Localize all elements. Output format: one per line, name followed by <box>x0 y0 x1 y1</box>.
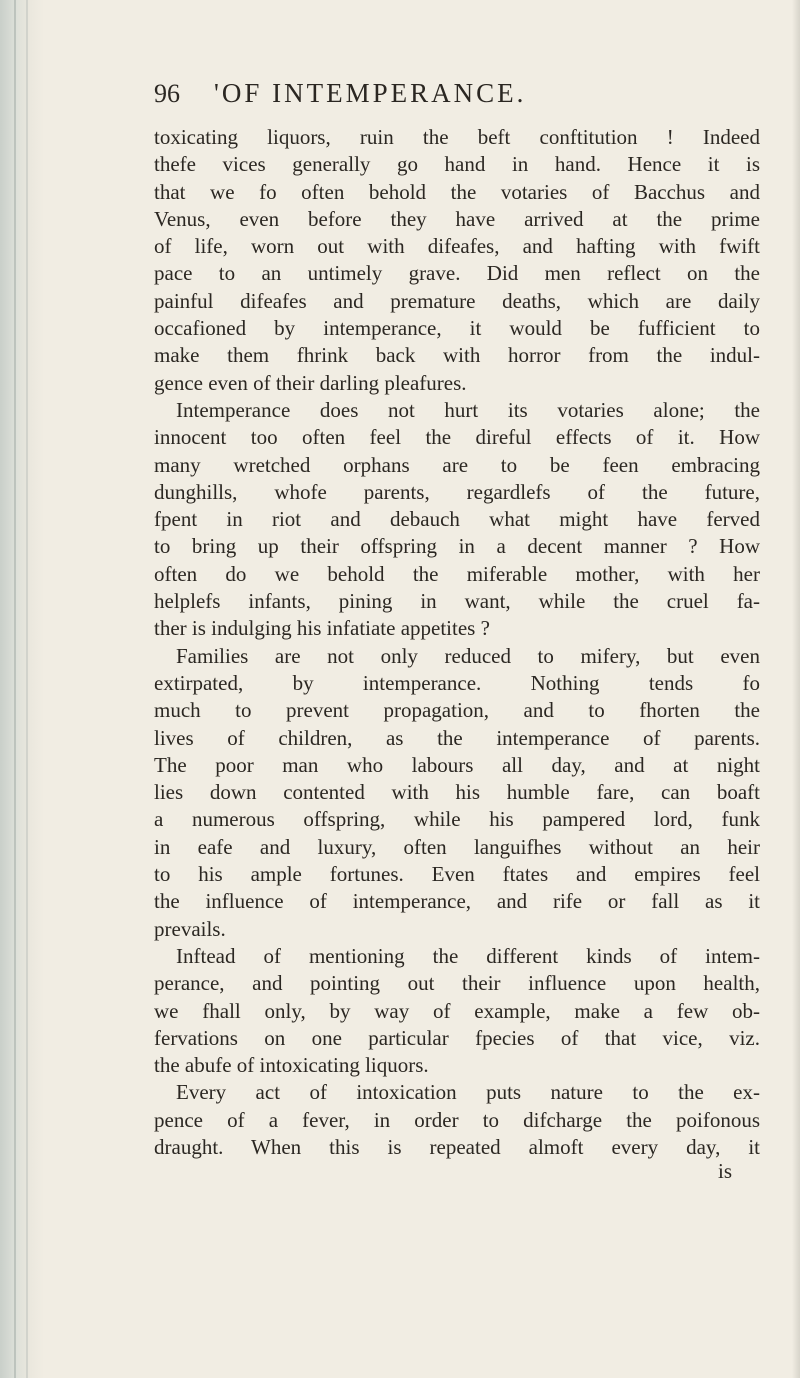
text-line: we fhall only, by way of example, make a few ob- <box>154 998 760 1023</box>
text-line: Families are not only reduced to mifery, but even <box>176 643 760 668</box>
text-line: helplefs infants, pining in want, while the cruel fa- <box>154 589 760 614</box>
text-line: pace to an untimely grave. Did men reflect on the <box>154 261 760 286</box>
text-line: much to prevent propagation, and to fhorten the <box>154 698 760 723</box>
text-line: thefe vices generally go hand in hand. Hence it is <box>154 152 760 177</box>
text-line: Venus, even before they have arrived at the prime <box>154 206 760 231</box>
text-line: innocent too often feel the direful effects of it. How <box>154 425 760 450</box>
text-line: fervations on one particular fpecies of that vice, viz. <box>154 1025 760 1050</box>
body-text <box>154 124 760 1161</box>
text-line: the abufe of intoxicating liquors. <box>154 1053 429 1078</box>
text-line: of life, worn out with difeafes, and hafting with fwift <box>154 234 760 259</box>
text-line: to his ample fortunes. Even ftates and empires feel <box>154 862 760 887</box>
text-line: The poor man who labours all day, and at night <box>154 752 760 777</box>
text-line: lies down contented with his humble fare, can boaft <box>154 780 760 805</box>
text-line: often do we behold the miferable mother, with her <box>154 561 760 586</box>
text-line: draught. When this is repeated almoft every day, it <box>154 1134 760 1159</box>
text-line: Every act of intoxication puts nature to the ex- <box>176 1080 760 1105</box>
running-head: 'OF INTEMPERANCE. <box>214 78 527 108</box>
text-line: painful difeafes and premature deaths, which are daily <box>154 288 760 313</box>
page-edge <box>792 0 800 1378</box>
text-line: make them fhrink back with horror from the indul- <box>154 343 760 368</box>
text-line: gence even of their darling pleafures. <box>154 370 467 395</box>
gutter-shadow-line <box>14 0 16 1378</box>
text-line: Intemperance does not hurt its votaries alone; the <box>176 397 760 422</box>
gutter-shadow-line <box>26 0 28 1378</box>
text-line: to bring up their offspring in a decent manner ? How <box>154 534 760 559</box>
text-line: Inftead of mentioning the different kinds of intem- <box>176 943 760 968</box>
text-line: toxicating liquors, ruin the beft conftitution ! Indeed <box>154 125 760 149</box>
text-line: lives of children, as the intemperance of parents. <box>154 725 760 750</box>
text-line: dunghills, whofe parents, regardlefs of the future, <box>154 479 760 504</box>
text-line: fpent in riot and debauch what might have ferved <box>154 507 760 532</box>
text-line: in eafe and luxury, often languifhes without an heir <box>154 834 760 859</box>
page-header <box>148 78 760 118</box>
text-line: pence of a fever, in order to difcharge the poifonous <box>154 1107 760 1132</box>
text-line: prevails. <box>154 916 226 941</box>
text-line: extirpated, by intemperance. Nothing tends fo <box>154 670 760 695</box>
text-line: perance, and pointing out their influence upon health, <box>154 971 760 996</box>
text-line: that we fo often behold the votaries of Bacchus and <box>154 179 760 204</box>
book-page <box>148 78 760 1184</box>
text-line: the influence of intemperance, and rife or fall as it <box>154 889 760 914</box>
text-line: a numerous offspring, while his pampered lord, funk <box>154 807 760 832</box>
catchword: is <box>717 1159 732 1184</box>
text-line: occafioned by intemperance, it would be fufficient to <box>154 316 760 341</box>
text-line: ther is indulging his infatiate appetites ? <box>154 616 490 641</box>
binding-gutter <box>0 0 44 1378</box>
text-line: many wretched orphans are to be feen embracing <box>154 452 760 477</box>
page-number: 96 <box>154 79 180 108</box>
